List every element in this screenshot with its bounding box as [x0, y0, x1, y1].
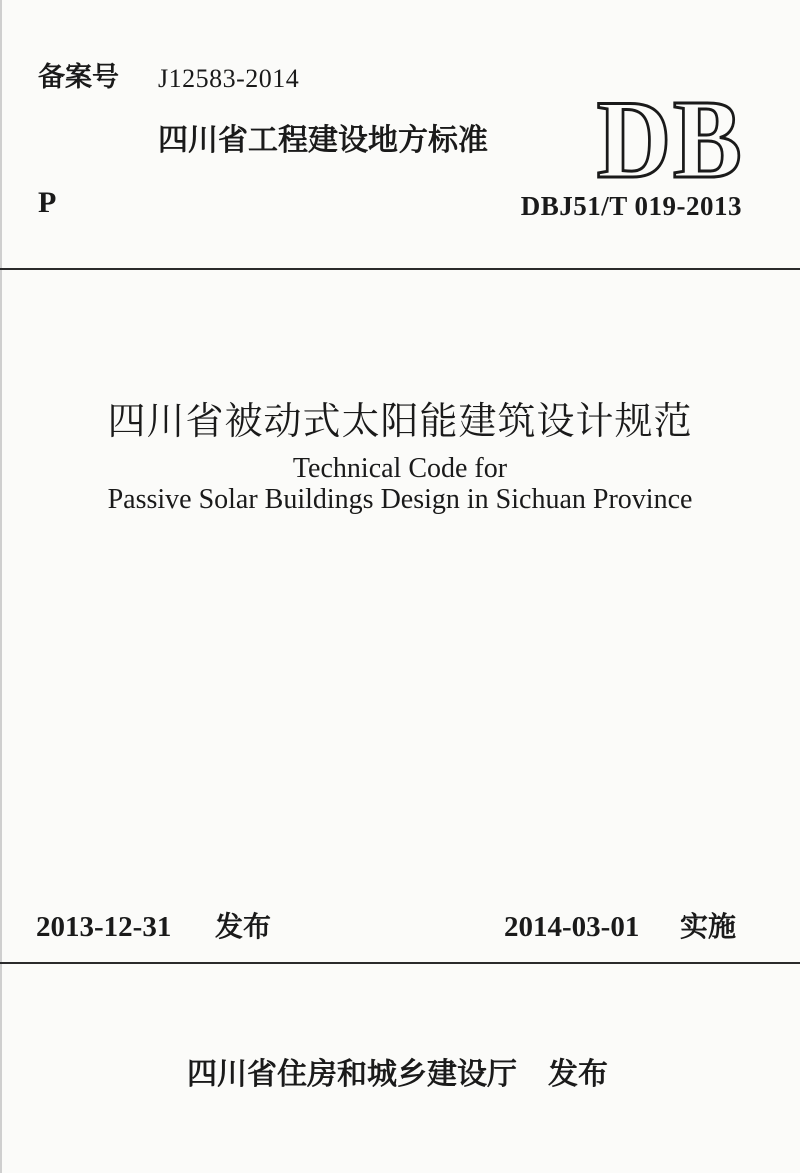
top-divider	[0, 268, 800, 270]
standard-number: DBJ51/T 019-2013	[520, 191, 742, 221]
title-english-line2: Passive Solar Buildings Design in Sichuan Province	[107, 484, 693, 515]
issue-label: 发布	[215, 910, 272, 943]
db-logo: DB	[597, 78, 744, 202]
issue-date: 2013-12-31	[36, 911, 172, 943]
left-edge	[0, 0, 2, 1173]
filing-number: J12583-2014	[158, 64, 300, 93]
standard-type: 四川省工程建设地方标准	[158, 123, 488, 158]
publisher-action: 发布	[548, 1057, 608, 1092]
bottom-divider	[0, 962, 800, 964]
title-chinese: 四川省被动式太阳能建筑设计规范	[107, 399, 693, 443]
publisher: 四川省住房和城乡建设厅	[187, 1057, 517, 1092]
effective-date: 2014-03-01	[504, 911, 640, 943]
filing-label: 备案号	[38, 62, 119, 93]
title-english-line1: Technical Code for	[292, 453, 508, 484]
class-code: P	[38, 186, 57, 219]
effective-label: 实施	[680, 910, 737, 943]
